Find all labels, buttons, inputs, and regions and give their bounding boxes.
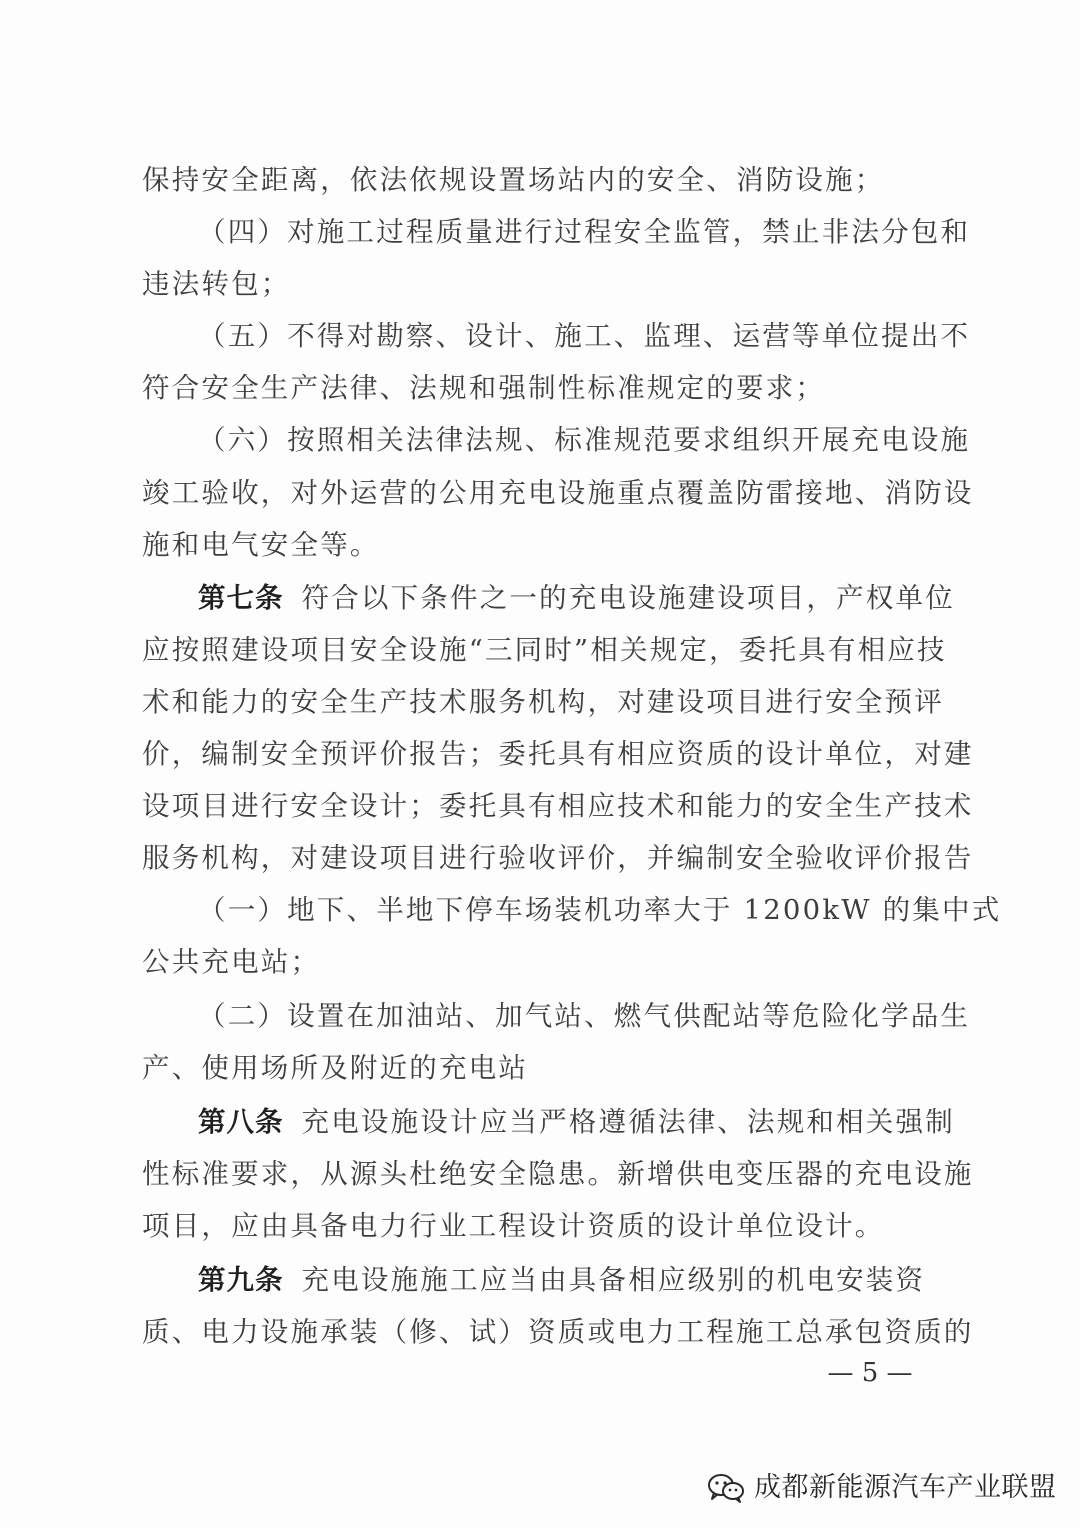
text-line: 违法转包； <box>142 268 291 300</box>
text-line: 竣工验收，对外运营的公用充电设施重点覆盖防雷接地、消防设 <box>142 477 974 509</box>
text-line: 符合安全生产法律、法规和强制性标准规定的要求； <box>142 372 826 404</box>
text-line: 设项目进行安全设计；委托具有相应技术和能力的安全生产技术 <box>142 790 974 822</box>
text-line: （六）按照相关法律法规、标准规范要求组织开展充电设施 <box>198 424 971 456</box>
text-line: 项目，应由具备电力行业工程设计资质的设计单位设计。 <box>142 1210 885 1242</box>
text-line: （二）设置在加油站、加气站、燃气供配站等危险化学品生 <box>198 1000 971 1032</box>
article-8-label: 第八条 <box>198 1106 284 1138</box>
text-line: 公共充电站； <box>142 946 321 978</box>
watermark-text: 成都新能源汽车产业联盟 <box>754 1472 1057 1503</box>
watermark <box>706 1470 1057 1506</box>
article-8-line <box>198 1102 955 1142</box>
text-line: （一）地下、半地下停车场装机功率大于 1200kW 的集中式 <box>198 894 1002 926</box>
text-line: 术和能力的安全生产技术服务机构，对建设项目进行安全预评 <box>142 686 944 718</box>
article-9-text: 充电设施施工应当由具备相应级别的机电安装资 <box>301 1264 926 1296</box>
text-line: 保持安全距离，依法依规设置场站内的安全、消防设施； <box>142 164 885 196</box>
wechat-icon <box>706 1472 746 1504</box>
text-line: 施和电气安全等。 <box>142 529 380 561</box>
article-7-line <box>198 578 955 618</box>
text-line: （四）对施工过程质量进行过程安全监管，禁止非法分包和 <box>198 216 971 248</box>
text-line: 质、电力设施承装（修、试）资质或电力工程施工总承包资质的 <box>142 1316 974 1348</box>
text-line: 产、使用场所及附近的充电站 <box>142 1052 529 1084</box>
text-line: （五）不得对勘察、设计、施工、监理、运营等单位提出不 <box>198 320 971 352</box>
article-8-text: 充电设施设计应当严格遵循法律、法规和相关强制 <box>301 1106 955 1138</box>
article-7-text: 符合以下条件之一的充电设施建设项目，产权单位 <box>301 582 955 614</box>
text-line: 应按照建设项目安全设施“三同时”相关规定，委托具有相应技 <box>142 634 947 666</box>
article-9-line <box>198 1260 926 1300</box>
page-number: — 5 — <box>827 1358 913 1388</box>
article-7-label: 第七条 <box>198 582 284 614</box>
text-line: 价，编制安全预评价报告；委托具有相应资质的设计单位，对建 <box>142 738 974 770</box>
text-line: 性标准要求，从源头杜绝安全隐患。新增供电变压器的充电设施 <box>142 1158 974 1190</box>
article-9-label: 第九条 <box>198 1264 284 1296</box>
text-line: 服务机构，对建设项目进行验收评价，并编制安全验收评价报告 <box>142 842 974 874</box>
